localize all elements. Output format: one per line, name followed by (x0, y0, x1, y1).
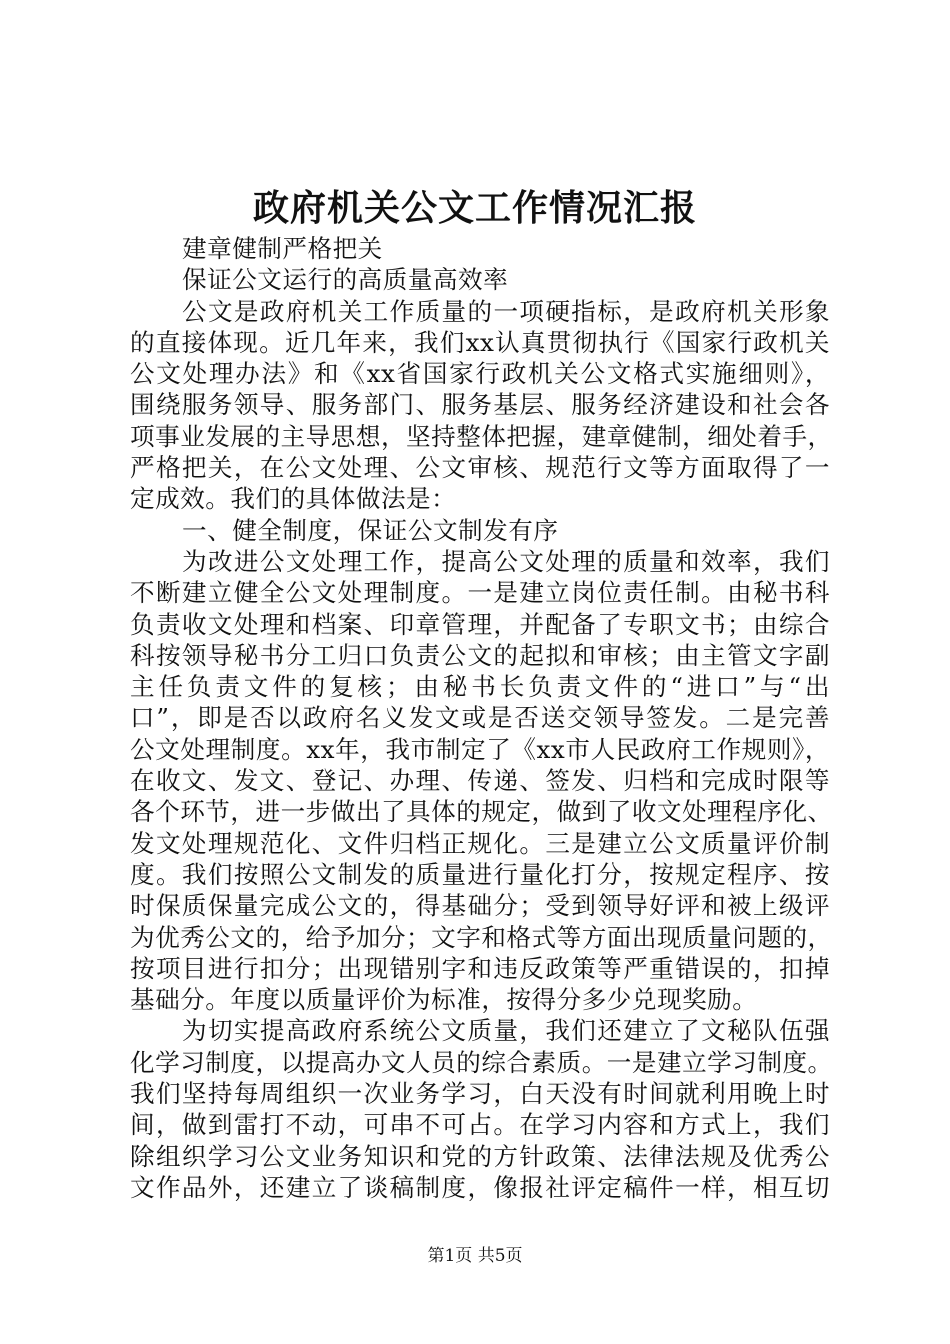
paragraph-line: 化学习制度，以提高办文人员的综合素质。一是建立学习制度。 (130, 1047, 833, 1077)
paragraph-line: 项事业发展的主导思想，坚持整体把握，建章健制，细处着手， (130, 421, 833, 451)
section-heading: 一、健全制度，保证公文制发有序 (182, 515, 559, 545)
paragraph-line: 文作品外，还建立了谈稿制度，像报社评定稿件一样，相互切 (130, 1172, 830, 1202)
paragraph-line: 为优秀公文的，给予加分；文字和格式等方面出现质量问题的， (130, 922, 833, 952)
paragraph-line: 各个环节，进一步做出了具体的规定，做到了收文处理程序化、 (130, 797, 833, 827)
subtitle-line: 保证公文运行的高质量高效率 (182, 265, 509, 295)
paragraph-line: 的直接体现。近几年来，我们xx认真贯彻执行《国家行政机关 (130, 327, 830, 357)
paragraph-line: 公文处理办法》和《xx省国家行政机关公文格式实施细则》， (130, 359, 830, 389)
paragraph-line: 围绕服务领导、服务部门、服务基层、服务经济建设和社会各 (130, 390, 830, 420)
paragraph-line: 公文是政府机关工作质量的一项硬指标，是政府机关形象 (182, 296, 830, 326)
paragraph-line: 为改进公文处理工作，提高公文处理的质量和效率，我们 (182, 546, 830, 576)
paragraph-line: 定成效。我们的具体做法是： (130, 484, 457, 514)
paragraph-line: 发文处理规范化、文件归档正规化。三是建立公文质量评价制 (130, 828, 830, 858)
paragraph-line: 基础分。年度以质量评价为标准，按得分多少兑现奖励。 (130, 985, 758, 1015)
paragraph-line: 按项目进行扣分；出现错别字和违反政策等严重错误的，扣掉 (130, 953, 830, 983)
subtitle-line: 建章健制严格把关 (182, 234, 383, 263)
document-title: 政府机关公文工作情况汇报 (252, 187, 697, 229)
page-number: 第1页 共5页 (427, 1246, 523, 1266)
paragraph-line: 公文处理制度。xx年，我市制定了《xx市人民政府工作规则》， (130, 734, 830, 764)
paragraph-line: 在收文、发文、登记、办理、传递、签发、归档和完成时限等 (130, 766, 830, 796)
paragraph-line: 主任负责文件的复核；由秘书长负责文件的“进口”与“出 (130, 672, 830, 702)
paragraph-line: 负责收文处理和档案、印章管理，并配备了专职文书；由综合 (130, 609, 830, 639)
paragraph-line: 为切实提高政府系统公文质量，我们还建立了文秘队伍强 (182, 1016, 830, 1046)
paragraph-line: 口”，即是否以政府名义发文或是否送交领导签发。二是完善 (130, 703, 830, 733)
paragraph-line: 间，做到雷打不动，可串不可占。在学习内容和方式上，我们 (130, 1110, 830, 1140)
paragraph-line: 严格把关，在公文处理、公文审核、规范行文等方面取得了一 (130, 453, 830, 483)
paragraph-line: 我们坚持每周组织一次业务学习，白天没有时间就利用晚上时 (130, 1079, 830, 1109)
paragraph-line: 不断建立健全公文处理制度。一是建立岗位责任制。由秘书科 (130, 578, 830, 608)
paragraph-line: 除组织学习公文业务知识和党的方针政策、法律法规及优秀公 (130, 1141, 830, 1171)
paragraph-line: 时保质保量完成公文的，得基础分；受到领导好评和被上级评 (130, 891, 830, 921)
document-body (130, 233, 833, 1203)
paragraph-line: 科按领导秘书分工归口负责公文的起拟和审核；由主管文字副 (130, 640, 830, 670)
paragraph-line: 度。我们按照公文制发的质量进行量化打分，按规定程序、按 (130, 859, 830, 889)
